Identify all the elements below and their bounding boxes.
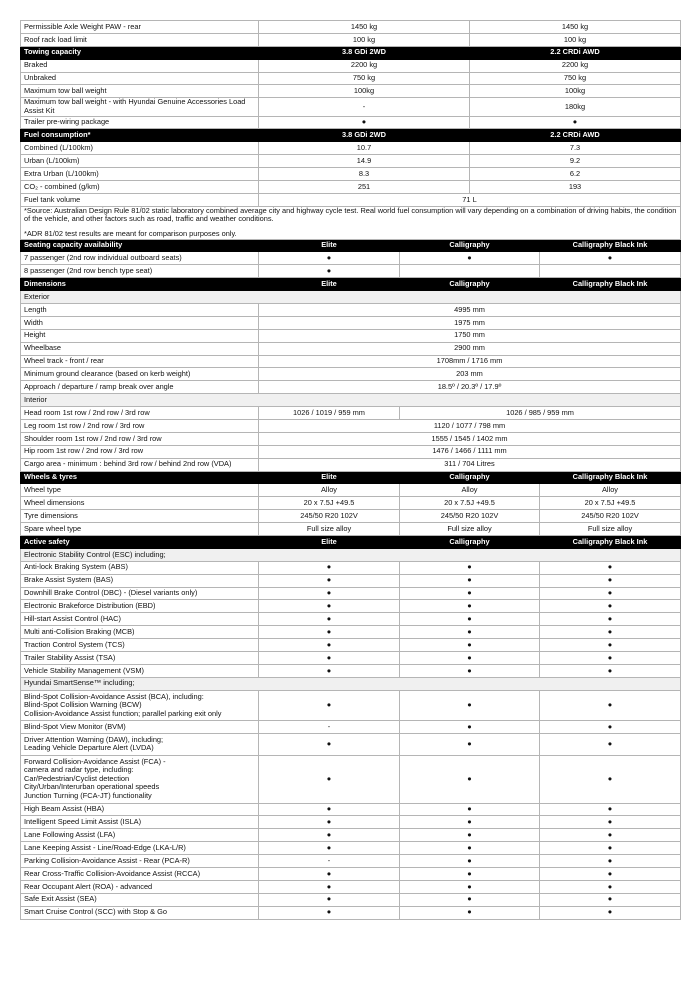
section-title: Towing capacity [21, 46, 259, 59]
spec-label: Cargo area - minimum : behind 3rd row / behind 2nd row (VDA) [21, 458, 259, 471]
spec-label: Maximum tow ball weight - with Hyundai Genuine Accessories Load Assist Kit [21, 98, 259, 116]
subheader-label: Electronic Stability Control (ESC) including; [21, 548, 681, 561]
included-dot: ● [540, 613, 681, 626]
spec-value: 7.3 [470, 142, 681, 155]
spec-label: Head room 1st row / 2nd row / 3rd row [21, 407, 259, 420]
spec-row [21, 734, 681, 756]
spec-value: 1026 / 1019 / 959 mm [259, 407, 400, 420]
spec-value: 8.3 [259, 168, 470, 181]
subheader-label: Exterior [21, 291, 681, 304]
spec-row [21, 252, 681, 265]
spec-label: Leg room 1st row / 2nd row / 3rd row [21, 420, 259, 433]
subheader-label: Hyundai SmartSense™ including; [21, 677, 681, 690]
included-dot: ● [400, 252, 540, 265]
included-dot: ● [400, 893, 540, 906]
included-dot: ● [400, 664, 540, 677]
spec-row [21, 381, 681, 394]
included-dot: ● [540, 816, 681, 829]
column-header-engine-2: 2.2 CRDi AWD [470, 129, 681, 142]
spec-row [21, 626, 681, 639]
spec-row [21, 842, 681, 855]
spec-label-line: Junction Turning (FCA-JT) functionality [24, 790, 152, 800]
section-header-active-safety [21, 536, 681, 549]
spec-label-line: City/Urban/Interurban operational speeds [24, 782, 160, 792]
column-header-calligraphy: Calligraphy [400, 239, 540, 252]
spec-label-line: Leading Vehicle Departure Alert (LVDA) [24, 743, 154, 753]
included-dot: ● [259, 639, 400, 652]
included-dot: ● [540, 803, 681, 816]
spec-row [21, 868, 681, 881]
spec-label-line: camera and radar type, including: [24, 765, 134, 775]
included-dot: ● [540, 893, 681, 906]
included-dot: ● [400, 639, 540, 652]
column-header-engine-1: 3.8 GDi 2WD [259, 129, 470, 142]
spec-value: 14.9 [259, 155, 470, 168]
spec-value: 251 [259, 180, 470, 193]
spec-row [21, 59, 681, 72]
included-dot: ● [259, 690, 400, 720]
column-header-calligraphy-black-ink: Calligraphy Black Ink [540, 278, 681, 291]
spec-row [21, 664, 681, 677]
spec-value: 1450 kg [470, 21, 681, 34]
included-dot: ● [400, 600, 540, 613]
spec-label: Extra Urban (L/100km) [21, 168, 259, 181]
spec-label: CO₂ - combined (g/km) [21, 180, 259, 193]
included-dot: ● [400, 626, 540, 639]
spec-row [21, 755, 681, 803]
spec-value: 1750 mm [259, 329, 681, 342]
spec-label: High Beam Assist (HBA) [21, 803, 259, 816]
included-dot: ● [400, 842, 540, 855]
included-dot: ● [400, 734, 540, 756]
spec-row [21, 721, 681, 734]
spec-value: 6.2 [470, 168, 681, 181]
spec-row [21, 523, 681, 536]
spec-label: Unbraked [21, 72, 259, 85]
included-dot: ● [259, 587, 400, 600]
spec-value: 9.2 [470, 155, 681, 168]
column-header-calligraphy-black-ink: Calligraphy Black Ink [540, 536, 681, 549]
included-dot: ● [540, 600, 681, 613]
spec-label: Wheelbase [21, 342, 259, 355]
spec-value: 1555 / 1545 / 1402 mm [259, 432, 681, 445]
spec-value: 20 x 7.5J +49.5 [400, 497, 540, 510]
spec-label-line: Collision-Avoidance Assist function; parallel parking exit only [24, 708, 222, 718]
included-dot: ● [540, 906, 681, 919]
spec-value: 245/50 R20 102V [540, 510, 681, 523]
spec-label: Multi anti-Collision Braking (MCB) [21, 626, 259, 639]
included-dot: ● [400, 721, 540, 734]
column-header-calligraphy: Calligraphy [400, 536, 540, 549]
spec-label: Rear Cross-Traffic Collision-Avoidance Assist (RCCA) [21, 868, 259, 881]
section-title: Fuel consumption* [21, 129, 259, 142]
spec-row [21, 880, 681, 893]
spec-label: Width [21, 316, 259, 329]
column-header-elite: Elite [259, 239, 400, 252]
spec-label: Braked [21, 59, 259, 72]
footnote-text: *ADR 81/02 test results are meant for comparison purposes only. [24, 228, 237, 238]
subheader-row [21, 677, 681, 690]
subheader-row [21, 291, 681, 304]
included-dot: ● [540, 252, 681, 265]
spec-label [21, 755, 259, 803]
spec-value: 311 / 704 Litres [259, 458, 681, 471]
spec-value: 2200 kg [259, 59, 470, 72]
footnote-cell [21, 206, 681, 239]
spec-row [21, 142, 681, 155]
footnote-text: *Source: Australian Design Rule 81/02 static laboratory combined average city and highway cycle test. Real world fuel consumption will vary depending on a combination of driving habits, the condition of the vehicle, and other factors such as road, traffic and weather conditions. [24, 206, 677, 224]
spec-row [21, 329, 681, 342]
spec-row [21, 587, 681, 600]
spec-row [21, 639, 681, 652]
included-dot: ● [259, 803, 400, 816]
spec-value: Full size alloy [400, 523, 540, 536]
included-dot: ● [259, 755, 400, 803]
spec-label-line: Blind-Spot Collision-Avoidance Assist (BCA), including: [24, 691, 204, 701]
spec-value: 4995 mm [259, 304, 681, 317]
spec-row [21, 906, 681, 919]
spec-value: 20 x 7.5J +49.5 [259, 497, 400, 510]
included-dot: ● [400, 906, 540, 919]
spec-row [21, 652, 681, 665]
spec-row [21, 420, 681, 433]
included-dot: ● [540, 664, 681, 677]
included-dot: ● [259, 880, 400, 893]
spec-row [21, 445, 681, 458]
section-title: Active safety [21, 536, 259, 549]
spec-value: 100kg [470, 85, 681, 98]
spec-value: Full size alloy [540, 523, 681, 536]
included-dot: ● [540, 721, 681, 734]
included-dot: ● [540, 855, 681, 868]
subheader-label: Interior [21, 394, 681, 407]
spec-label: Height [21, 329, 259, 342]
spec-value: 10.7 [259, 142, 470, 155]
column-header-engine-2: 2.2 CRDi AWD [470, 46, 681, 59]
not-available-dash: - [259, 721, 400, 734]
included-dot: ● [259, 626, 400, 639]
spec-row [21, 98, 681, 116]
included-dot: ● [540, 734, 681, 756]
spec-label: Vehicle Stability Management (VSM) [21, 664, 259, 677]
included-dot: ● [400, 613, 540, 626]
spec-value: 203 mm [259, 368, 681, 381]
spec-table-body [21, 21, 681, 920]
spec-label: Anti-lock Braking System (ABS) [21, 561, 259, 574]
spec-row [21, 803, 681, 816]
spec-sheet [20, 20, 680, 920]
spec-label: Traction Control System (TCS) [21, 639, 259, 652]
included-dot: ● [259, 816, 400, 829]
spec-label: Hill-start Assist Control (HAC) [21, 613, 259, 626]
spec-value: Alloy [400, 484, 540, 497]
spec-label: Hip room 1st row / 2nd row / 3rd row [21, 445, 259, 458]
spec-row [21, 510, 681, 523]
spec-row [21, 33, 681, 46]
spec-label: Electronic Brakeforce Distribution (EBD) [21, 600, 259, 613]
included-dot: ● [400, 755, 540, 803]
included-dot: ● [400, 587, 540, 600]
spec-row [21, 855, 681, 868]
included-dot: ● [540, 639, 681, 652]
spec-label: Fuel tank volume [21, 193, 259, 206]
spec-label: Intelligent Speed Limit Assist (ISLA) [21, 816, 259, 829]
included-dot: ● [259, 613, 400, 626]
spec-label: Parking Collision-Avoidance Assist - Rear (PCA-R) [21, 855, 259, 868]
spec-label: Tyre dimensions [21, 510, 259, 523]
spec-label: Brake Assist System (BAS) [21, 574, 259, 587]
included-dot: ● [540, 561, 681, 574]
spec-value: 100kg [259, 85, 470, 98]
spec-value: 18.5º / 20.3º / 17.9º [259, 381, 681, 394]
spec-label: Wheel dimensions [21, 497, 259, 510]
spec-label-line: Driver Attention Warning (DAW), including; [24, 734, 164, 744]
spec-row [21, 432, 681, 445]
included-dot: ● [259, 906, 400, 919]
included-dot: ● [540, 868, 681, 881]
included-dot: ● [400, 880, 540, 893]
specifications-table [20, 20, 681, 920]
spec-row [21, 85, 681, 98]
spec-label: Blind-Spot View Monitor (BVM) [21, 721, 259, 734]
spec-row [21, 690, 681, 720]
spec-value: Alloy [259, 484, 400, 497]
spec-label-line: Blind-Spot Collision Warning (BCW) [24, 700, 142, 710]
spec-value: 1450 kg [259, 21, 470, 34]
included-dot: ● [259, 600, 400, 613]
column-header-calligraphy-black-ink: Calligraphy Black Ink [540, 471, 681, 484]
spec-value [400, 265, 540, 278]
column-header-elite: Elite [259, 278, 400, 291]
included-dot: ● [540, 880, 681, 893]
spec-value: 100 kg [259, 33, 470, 46]
spec-label: Wheel track - front / rear [21, 355, 259, 368]
spec-row [21, 497, 681, 510]
spec-row [21, 116, 681, 129]
spec-label: Maximum tow ball weight [21, 85, 259, 98]
column-header-elite: Elite [259, 536, 400, 549]
included-dot: ● [400, 690, 540, 720]
section-header-wheels-tyres [21, 471, 681, 484]
spec-value: 245/50 R20 102V [400, 510, 540, 523]
spec-row [21, 180, 681, 193]
spec-row [21, 574, 681, 587]
included-dot: ● [259, 252, 400, 265]
section-header-towing-capacity [21, 46, 681, 59]
spec-value: 1120 / 1077 / 798 mm [259, 420, 681, 433]
spec-row [21, 342, 681, 355]
included-dot: ● [540, 690, 681, 720]
included-dot: ● [259, 842, 400, 855]
included-dot: ● [259, 561, 400, 574]
spec-label: Length [21, 304, 259, 317]
spec-row [21, 72, 681, 85]
spec-label: Lane Keeping Assist - Line/Road-Edge (LKA-L/R) [21, 842, 259, 855]
spec-value: 193 [470, 180, 681, 193]
spec-row [21, 168, 681, 181]
spec-row [21, 316, 681, 329]
section-header-fuel-consumption [21, 129, 681, 142]
spec-value: 1708mm / 1716 mm [259, 355, 681, 368]
spec-label: Approach / departure / ramp break over angle [21, 381, 259, 394]
spec-row [21, 816, 681, 829]
subheader-row [21, 548, 681, 561]
spec-row [21, 355, 681, 368]
spec-label: Permissible Axle Weight PAW - rear [21, 21, 259, 34]
included-dot: ● [400, 574, 540, 587]
section-header-seating-capacity-availability [21, 239, 681, 252]
included-dot: ● [540, 652, 681, 665]
spec-label: Urban (L/100km) [21, 155, 259, 168]
spec-value: 245/50 R20 102V [259, 510, 400, 523]
spec-label: Rear Occupant Alert (ROA) - advanced [21, 880, 259, 893]
included-dot: ● [259, 664, 400, 677]
spec-label-line: Car/Pedestrian/Cyclist detection [24, 773, 130, 783]
spec-value: 2900 mm [259, 342, 681, 355]
included-dot: ● [540, 755, 681, 803]
included-dot: ● [540, 587, 681, 600]
included-dot: ● [540, 829, 681, 842]
section-title: Seating capacity availability [21, 239, 259, 252]
spec-row [21, 484, 681, 497]
not-available-dash: - [259, 98, 470, 116]
included-dot: ● [259, 574, 400, 587]
included-dot: ● [259, 652, 400, 665]
included-dot: ● [400, 829, 540, 842]
spec-row [21, 368, 681, 381]
spec-row [21, 893, 681, 906]
spec-row [21, 155, 681, 168]
included-dot: ● [259, 734, 400, 756]
spec-label: Roof rack load limit [21, 33, 259, 46]
included-dot: ● [259, 829, 400, 842]
spec-row [21, 193, 681, 206]
spec-label: Safe Exit Assist (SEA) [21, 893, 259, 906]
included-dot: ● [400, 803, 540, 816]
spec-label: Shoulder room 1st row / 2nd row / 3rd row [21, 432, 259, 445]
spec-label: Lane Following Assist (LFA) [21, 829, 259, 842]
spec-value: 750 kg [259, 72, 470, 85]
spec-label: 7 passenger (2nd row individual outboard seats) [21, 252, 259, 265]
spec-row [21, 561, 681, 574]
included-dot: ● [259, 116, 470, 129]
spec-row [21, 407, 681, 420]
subheader-row [21, 394, 681, 407]
included-dot: ● [400, 652, 540, 665]
column-header-calligraphy: Calligraphy [400, 471, 540, 484]
spec-value: 1975 mm [259, 316, 681, 329]
spec-label: Downhill Brake Control (DBC) - (Diesel variants only) [21, 587, 259, 600]
included-dot: ● [400, 561, 540, 574]
spec-value: 180kg [470, 98, 681, 116]
spec-row [21, 304, 681, 317]
spec-row [21, 600, 681, 613]
included-dot: ● [540, 842, 681, 855]
spec-label: 8 passenger (2nd row bench type seat) [21, 265, 259, 278]
spec-row [21, 458, 681, 471]
spec-label: Spare wheel type [21, 523, 259, 536]
included-dot: ● [540, 626, 681, 639]
spec-label: Minimum ground clearance (based on kerb weight) [21, 368, 259, 381]
spec-label [21, 690, 259, 720]
included-dot: ● [259, 868, 400, 881]
spec-label-line: Forward Collision-Avoidance Assist (FCA) - [24, 756, 166, 766]
not-available-dash: - [259, 855, 400, 868]
column-header-calligraphy: Calligraphy [400, 278, 540, 291]
section-title: Wheels & tyres [21, 471, 259, 484]
spec-value: 100 kg [470, 33, 681, 46]
spec-value: 1026 / 985 / 959 mm [400, 407, 681, 420]
included-dot: ● [259, 893, 400, 906]
spec-row [21, 265, 681, 278]
spec-value: 2200 kg [470, 59, 681, 72]
spec-label: Trailer Stability Assist (TSA) [21, 652, 259, 665]
spec-label [21, 734, 259, 756]
spec-row [21, 613, 681, 626]
section-header-dimensions [21, 278, 681, 291]
spec-label: Trailer pre-wiring package [21, 116, 259, 129]
included-dot: ● [259, 265, 400, 278]
included-dot: ● [400, 868, 540, 881]
footnote-row [21, 206, 681, 239]
spec-label: Smart Cruise Control (SCC) with Stop & Go [21, 906, 259, 919]
spec-value: 750 kg [470, 72, 681, 85]
spec-row [21, 829, 681, 842]
included-dot: ● [540, 574, 681, 587]
spec-value: 20 x 7.5J +49.5 [540, 497, 681, 510]
spec-value [540, 265, 681, 278]
spec-label: Combined (L/100km) [21, 142, 259, 155]
section-title: Dimensions [21, 278, 259, 291]
included-dot: ● [470, 116, 681, 129]
column-header-calligraphy-black-ink: Calligraphy Black Ink [540, 239, 681, 252]
spec-row [21, 21, 681, 34]
spec-label: Wheel type [21, 484, 259, 497]
included-dot: ● [400, 855, 540, 868]
column-header-engine-1: 3.8 GDi 2WD [259, 46, 470, 59]
column-header-elite: Elite [259, 471, 400, 484]
spec-value: 71 L [259, 193, 681, 206]
spec-value: Full size alloy [259, 523, 400, 536]
spec-value: Alloy [540, 484, 681, 497]
included-dot: ● [400, 816, 540, 829]
spec-value: 1476 / 1466 / 1111 mm [259, 445, 681, 458]
